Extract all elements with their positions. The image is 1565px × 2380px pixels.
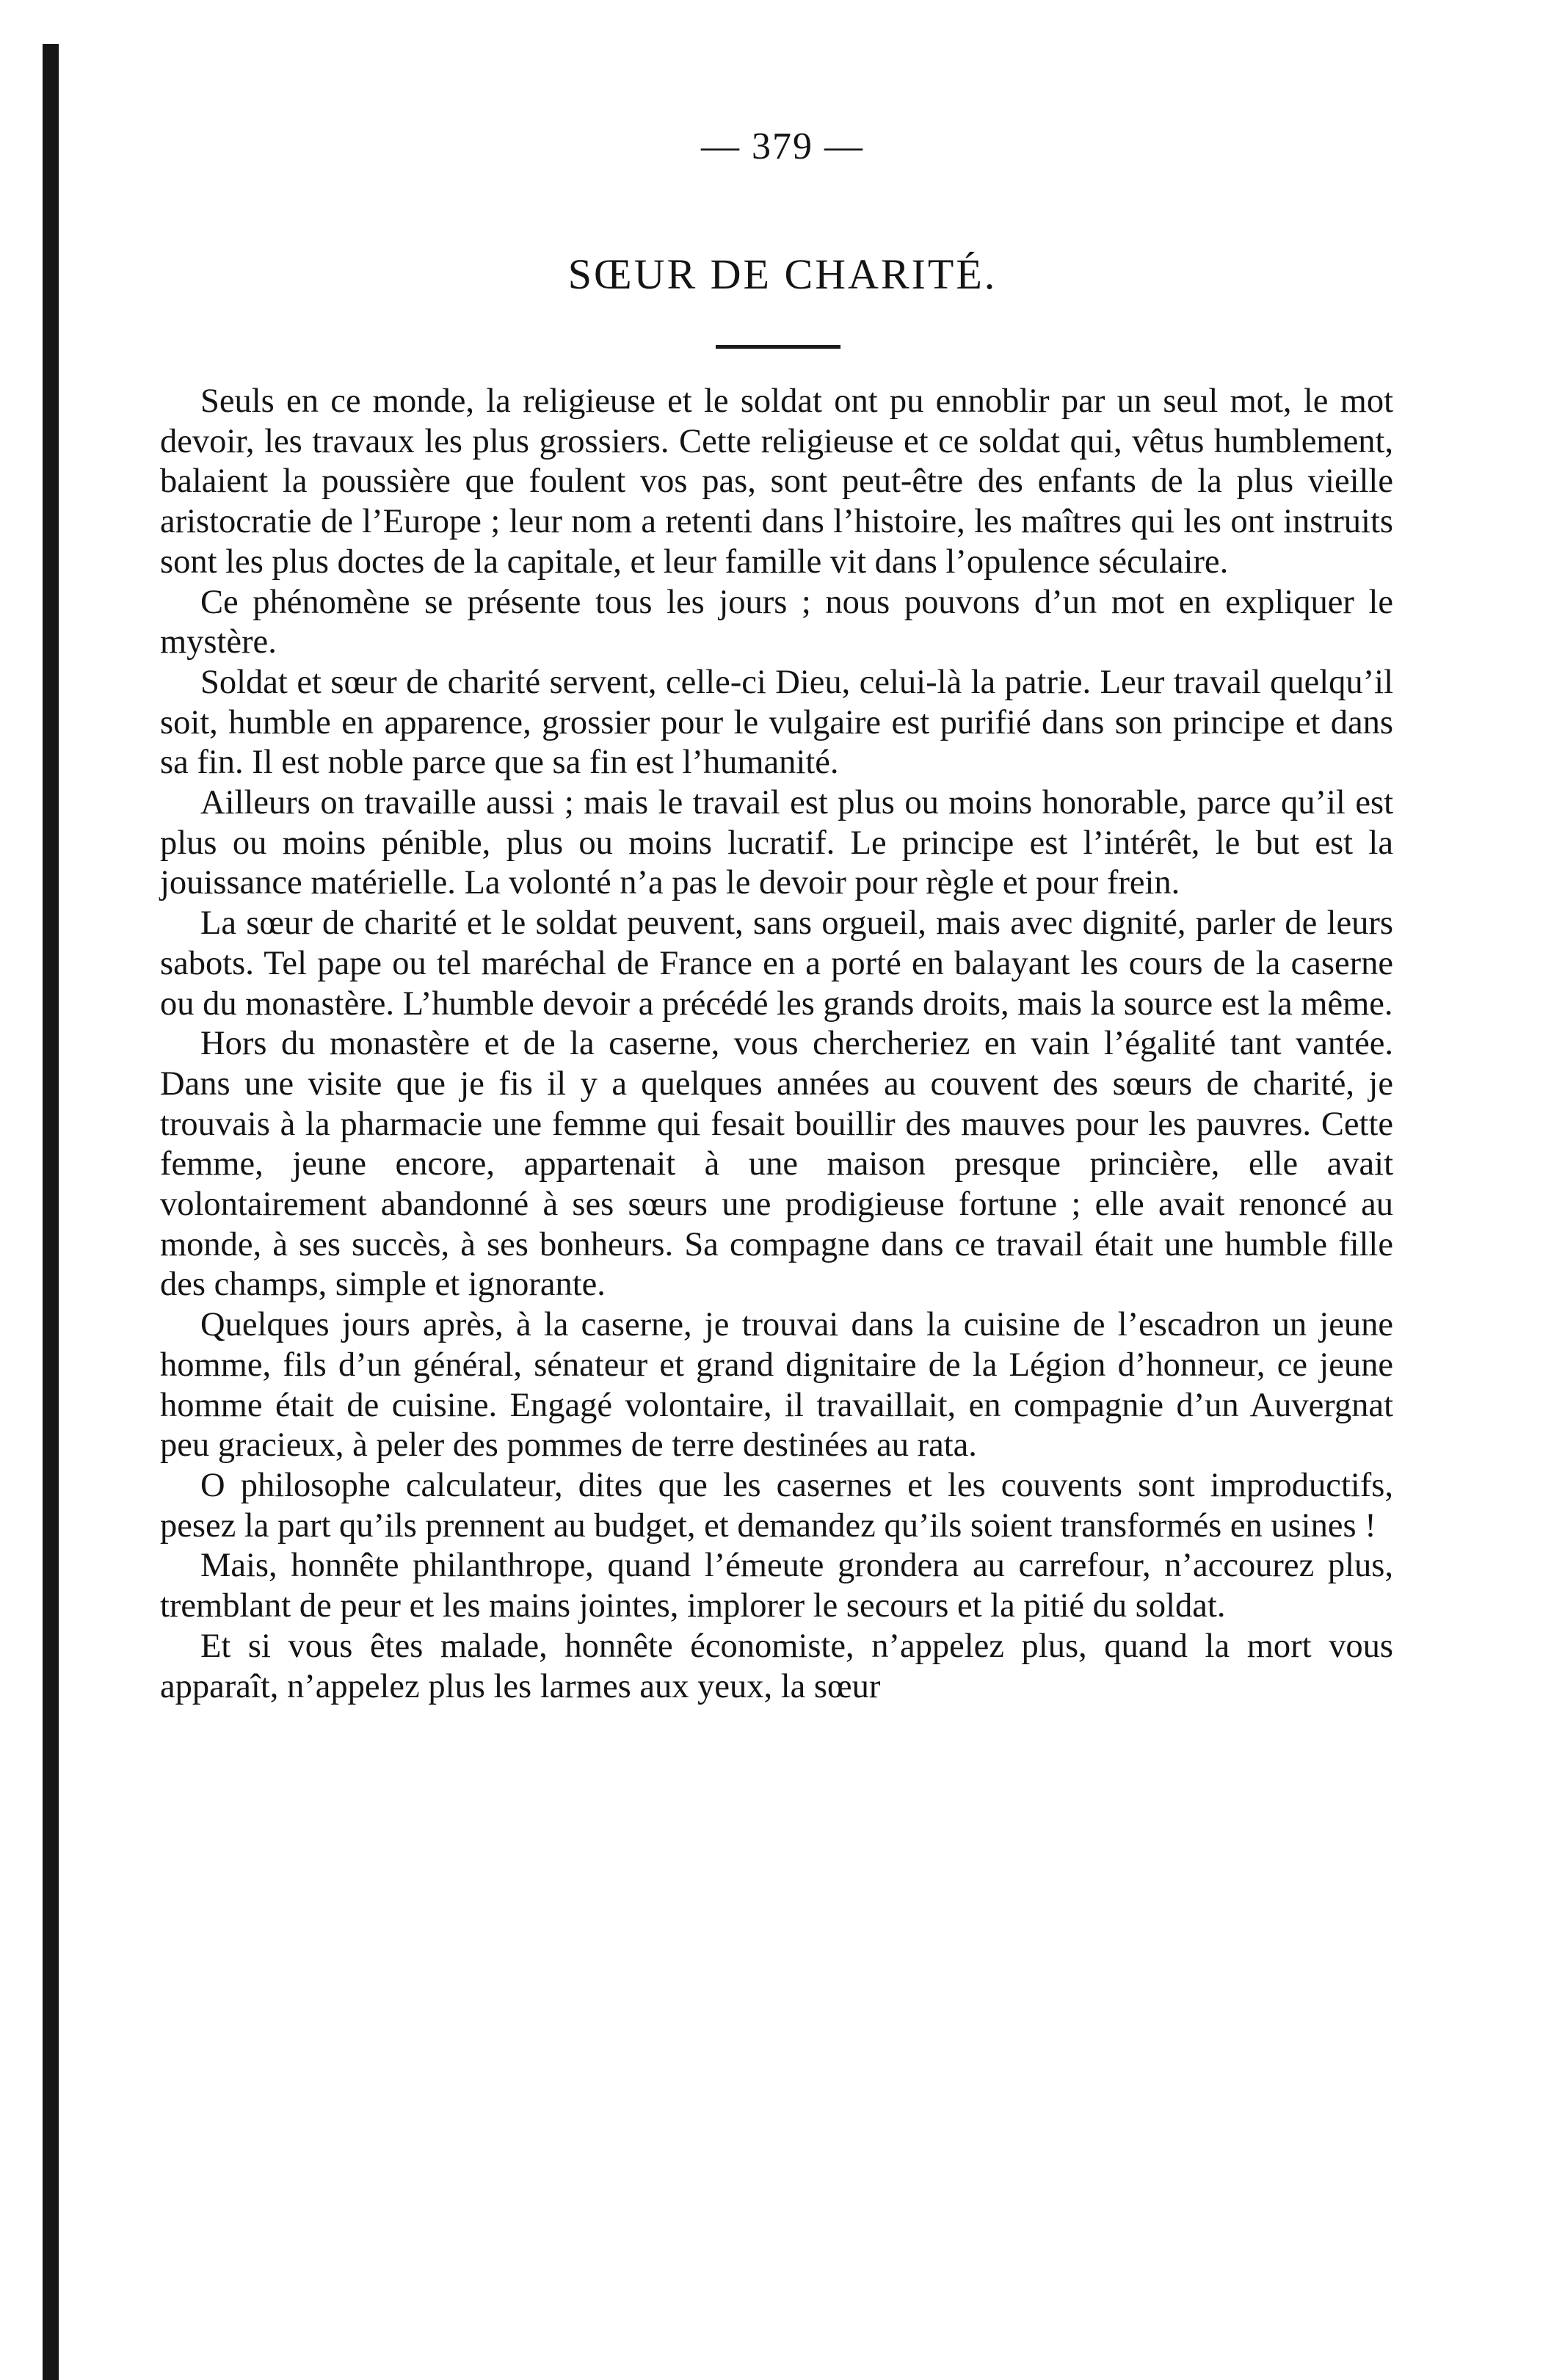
chapter-title: SŒUR DE CHARITÉ.	[567, 250, 998, 298]
paragraph: Mais, honnête philanthrope, quand l’émeute grondera au carrefour, n’accourez plus, tremblant de peur et les mains jointes, implorer le secours et la pitié du soldat.	[160, 1547, 1393, 1625]
page-binding-edge	[43, 44, 59, 2380]
paragraph: Quelques jours après, à la caserne, je trouvai dans la cuisine de l’escadron un jeune homme, fils d’un général, sénateur et grand dignitaire de la Légion d’honneur, ce jeune homme était de cuisine. Engagé volontaire, il travaillait, en compagnie d’un Auvergnat peu gracieux, à peler des pommes de terre destinées au rata.	[160, 1306, 1393, 1465]
paragraph: Ce phénomène se présente tous les jours ; nous pouvons d’un mot en expliquer le mystère.	[160, 583, 1393, 661]
paragraph: Seuls en ce monde, la religieuse et le soldat ont pu ennoblir par un seul mot, le mot devoir, les travaux les plus grossiers. Cette religieuse et ce soldat qui, vêtus humblement, balaient la poussière que foulent vos pas, sont peut-être des enfants de la plus vieille aristocratie de l’Europe ; leur nom a retenti dans l’histoire, les maîtres qui les ont instruits sont les plus doctes de la capitale, et leur famille vit dans l’opulence séculaire.	[160, 382, 1393, 581]
body-text	[160, 382, 1393, 1707]
paragraph: Soldat et sœur de charité servent, celle-ci Dieu, celui-là la patrie. Leur travail quelqu’il soit, humble en apparence, grossier pour le vulgaire est purifié dans son principe et dans sa fin. Il est noble parce que sa fin est l’humanité.	[160, 663, 1393, 782]
paragraph: La sœur de charité et le soldat peuvent, sans orgueil, mais avec dignité, parler de leurs sabots. Tel pape ou tel maréchal de France en a porté en balayant les cours de la caserne ou du monastère. L’humble devoir a précédé les grands droits, mais la source est la même.	[160, 904, 1393, 1023]
title-divider	[716, 345, 840, 349]
paragraph: O philosophe calculateur, dites que les casernes et les couvents sont improductifs, pesez la part qu’ils prennent au budget, et demandez qu’ils soient transformés en usines !	[160, 1466, 1393, 1545]
paragraph: Hors du monastère et de la caserne, vous chercheriez en vain l’égalité tant vantée. Dans une visite que je fis il y a quelques années au couvent des sœurs de charité, je trouvais à la pharmacie une femme qui fesait bouillir des mauves pour les pauvres. Cette femme, jeune encore, appartenait à une maison presque princière, elle avait volontairement abandonné à ses sœurs une prodigieuse fortune ; elle avait renoncé au monde, à ses succès, à ses bonheurs. Sa compagne dans ce travail était une humble fille des champs, simple et ignorante.	[160, 1025, 1393, 1304]
paragraph: Ailleurs on travaille aussi ; mais le travail est plus ou moins honorable, parce qu’il est plus ou moins pénible, plus ou moins lucratif. Le principe est l’intérêt, le but est la jouissance matérielle. La volonté n’a pas le devoir pour règle et pour frein.	[160, 784, 1393, 902]
page-number: — 379 —	[701, 126, 864, 167]
paragraph: Et si vous êtes malade, honnête économiste, n’appelez plus, quand la mort vous apparaît, n’appelez plus les larmes aux yeux, la sœur	[160, 1627, 1393, 1705]
